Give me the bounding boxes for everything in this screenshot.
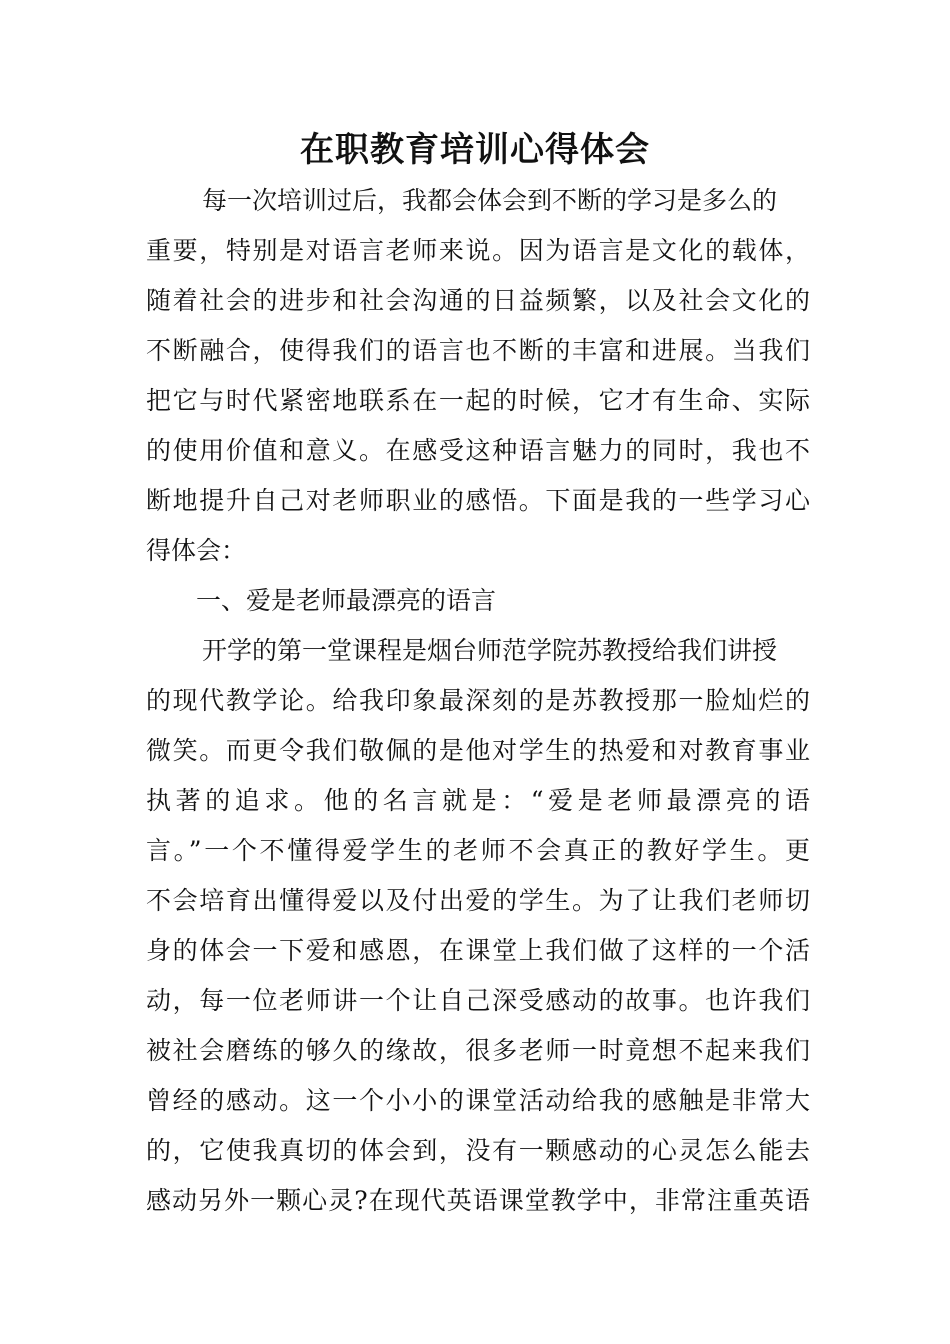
paragraph-line: 断地提升自己对老师职业的感悟。下面是我的一些学习心 — [146, 486, 810, 515]
paragraph-line: 得体会： — [146, 536, 247, 565]
document-body — [146, 176, 810, 1226]
paragraph-line: 的使用价值和意义。在感受这种语言魅力的同时，我也不 — [146, 436, 810, 465]
paragraph-line: 每一次培训过后，我都会体会到不断的学习是多么的 — [202, 186, 778, 215]
paragraph-line: 的，它使我真切的体会到，没有一颗感动的心灵怎么能去 — [146, 1136, 810, 1165]
paragraph-line: 曾经的感动。这一个小小的课堂活动给我的感触是非常大 — [146, 1086, 810, 1115]
paragraph-line: 不会培育出懂得爱以及付出爱的学生。为了让我们老师切 — [146, 886, 810, 915]
paragraph-line: 动，每一位老师讲一个让自己深受感动的故事。也许我们 — [146, 986, 810, 1015]
paragraph-line: 执著的追求。他的名言就是：“爱是老师最漂亮的语 — [146, 786, 810, 815]
paragraph-line: 言。”一个不懂得爱学生的老师不会真正的教好学生。更 — [146, 836, 810, 865]
paragraph-line: 的现代教学论。给我印象最深刻的是苏教授那一脸灿烂的 — [146, 686, 810, 715]
paragraph-line: 把它与时代紧密地联系在一起的时候，它才有生命、实际 — [146, 386, 810, 415]
paragraph-line: 微笑。而更令我们敬佩的是他对学生的热爱和对教育事业 — [146, 736, 810, 765]
section-heading: 一、爱是老师最漂亮的语言 — [196, 586, 497, 615]
paragraph-line: 身的体会一下爱和感恩，在课堂上我们做了这样的一个活 — [146, 936, 810, 965]
paragraph-line: 不断融合，使得我们的语言也不断的丰富和进展。当我们 — [146, 336, 810, 365]
paragraph-line: 随着社会的进步和社会沟通的日益频繁，以及社会文化的 — [146, 286, 810, 315]
paragraph-line: 被社会磨练的够久的缘故，很多老师一时竟想不起来我们 — [146, 1036, 810, 1065]
paragraph-line: 开学的第一堂课程是烟台师范学院苏教授给我们讲授 — [202, 636, 778, 665]
document-title: 在职教育培训心得体会 — [300, 130, 650, 170]
paragraph-line: 感动另外一颗心灵?在现代英语课堂教学中，非常注重英语 — [146, 1186, 810, 1215]
paragraph-line: 重要，特别是对语言老师来说。因为语言是文化的载体， — [146, 236, 810, 265]
